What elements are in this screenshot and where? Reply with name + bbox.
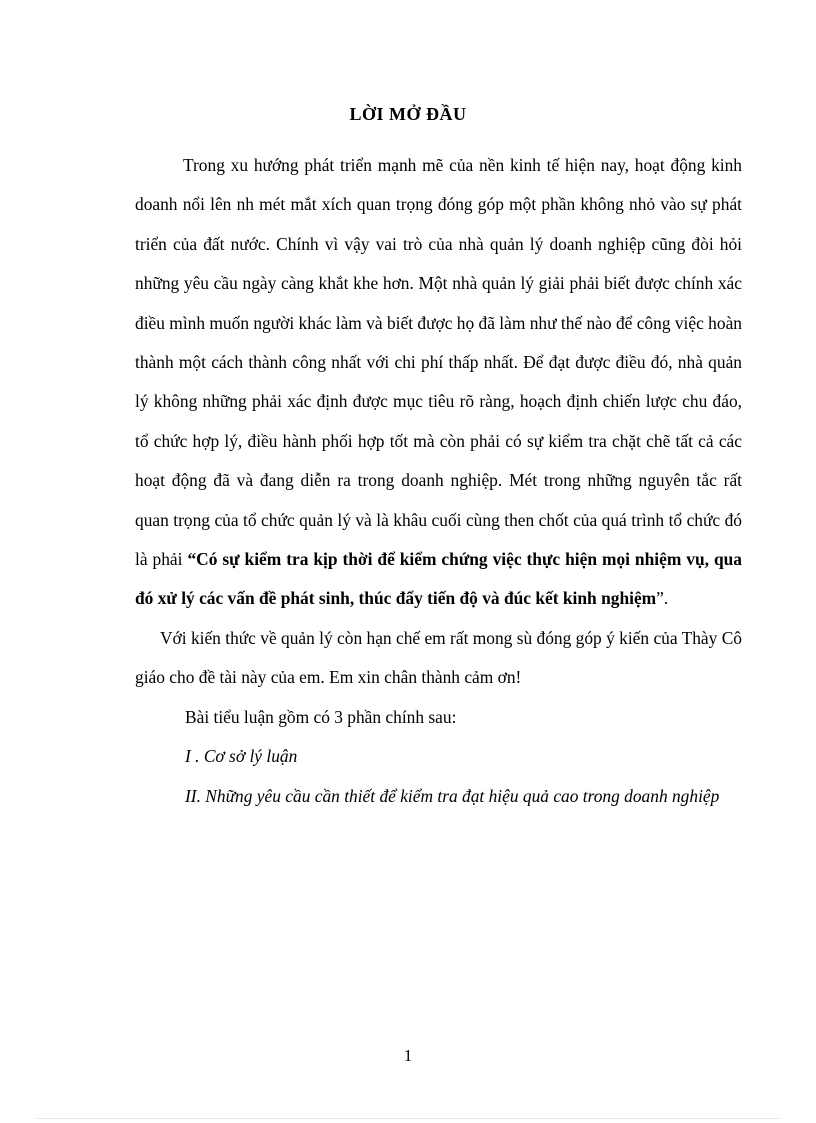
intro-paragraph (135, 146, 742, 619)
structure-paragraph: Bài tiểu luận gồm có 3 phần chính sau: (185, 706, 457, 727)
page-bottom-divider (36, 1118, 780, 1119)
page-title: LỜI MỞ ĐẦU (349, 104, 467, 124)
intro-text: Trong xu hướng phát triển mạnh mẽ của nền kinh tế hiện nay, hoạt động kinh doanh nổi lên nh mét mắt xích quan trọng đóng góp một phần không nhỏ vào sự phát triển của đất nước. Chính vì vậy vai trò của nhà quản lý doanh nghiệp cũng đòi hỏi những yêu cầu ngày càng khắt khe hơn. Một nhà quản lý giải phải biết được chính xác điều mình muốn người khác làm và biết được họ đã làm như thế nào để công việc hoàn thành một cách thành công nhất với chi phí thấp nhất. Để đạt được điều đó, nhà quản lý không những phải xác định được mục tiêu rõ ràng, hoạch định chiến lược chu đáo, tổ chức hợp lý, điều hành phối hợp tốt mà còn phải có sự kiểm tra chặt chẽ tất cả các hoạt động đã và đang diễn ra trong doanh nghiệp. Mét trong những nguyên tắc rất quan trọng của tổ chức quản lý và là khâu cuối cùng then chốt của quá trình tổ chức đó là phải (135, 155, 742, 570)
section-two-heading: II. Những yêu cầu cần thiết để kiểm tra đạt hiệu quả cao trong doanh nghiệp (185, 785, 720, 806)
section-one-heading: I . Cơ sở lý luận (185, 746, 298, 767)
document-body (135, 146, 742, 816)
thanks-paragraph: Với kiến thức về quản lý còn hạn chế em rất mong sù đóng góp ý kiến của Thày Cô giáo cho đề tài này của em. Em xin chân thành cảm ơn! (135, 627, 742, 688)
intro-quote-end: ”. (656, 588, 669, 609)
intro-bold-quote: “Có sự kiểm tra kịp thời để kiểm chứng việc thực hiện mọi nhiệm vụ, qua đó xử lý các vấn đề phát sinh, thúc đẩy tiến độ và đúc kết kinh nghiệm (135, 549, 743, 609)
page-number: 1 (403, 1046, 413, 1065)
